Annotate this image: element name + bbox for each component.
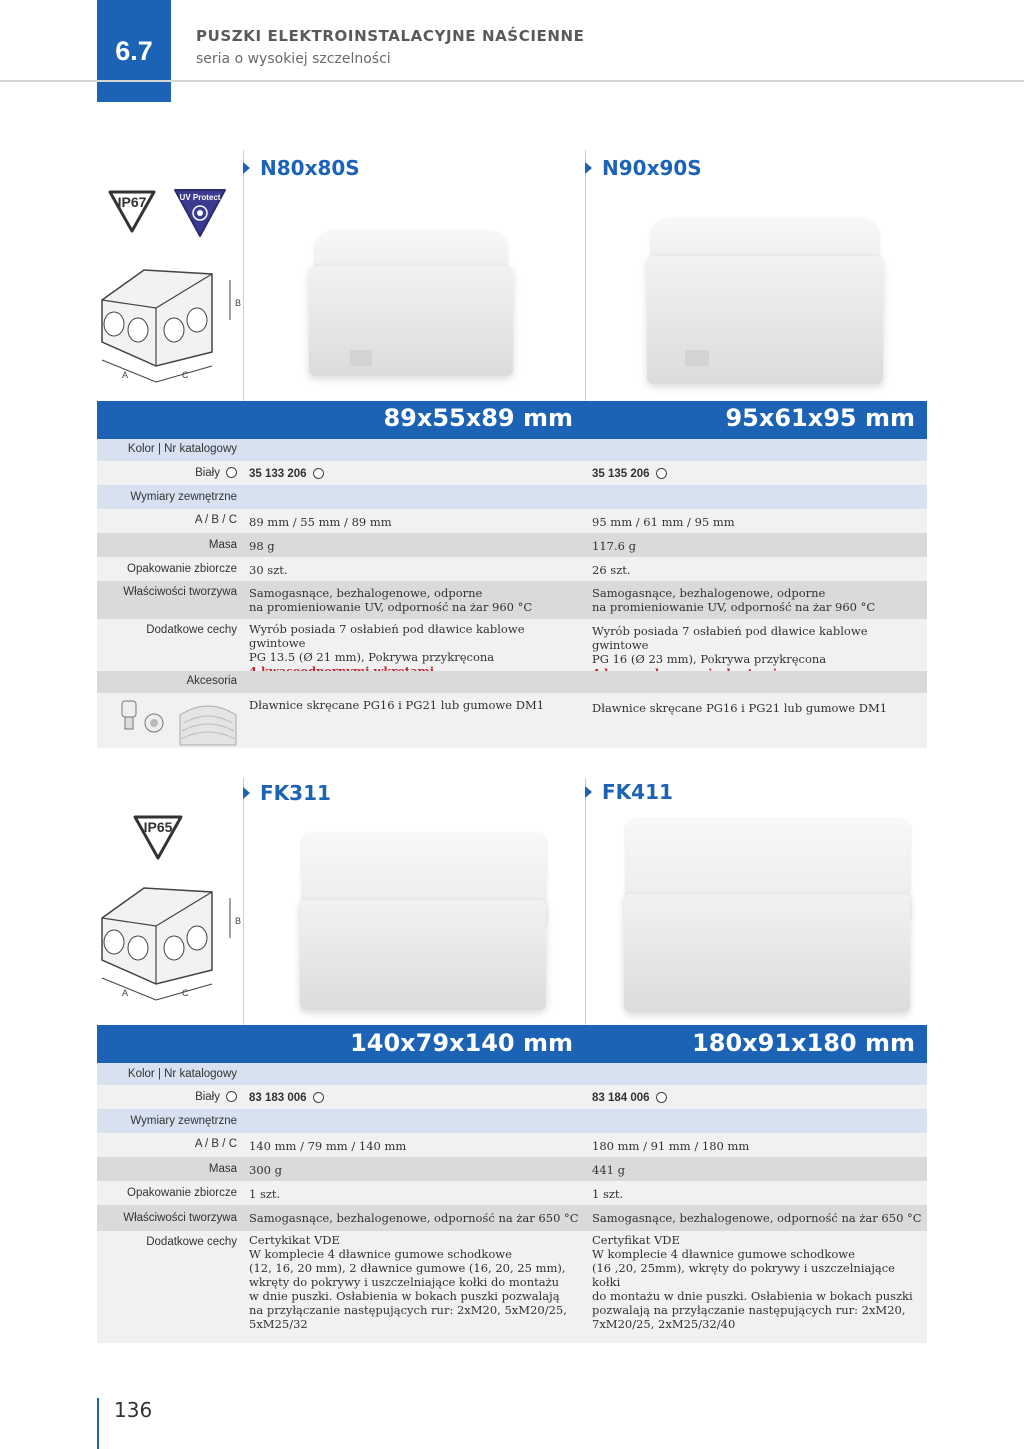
page-subtitle: seria o wysokiej szczelności bbox=[196, 51, 391, 67]
svg-text:C: C bbox=[182, 988, 189, 998]
dimensions-fk411: 180x91x180 mm bbox=[692, 1029, 915, 1057]
table-row: A / B / C 140 mm / 79 mm / 140 mm 180 mm / 91 mm / 180 mm bbox=[97, 1133, 927, 1157]
box-dimension-diagram bbox=[94, 880, 244, 1005]
table-row: Biały 35 133 206 35 135 206 bbox=[97, 461, 927, 485]
svg-text:A: A bbox=[122, 370, 129, 380]
section-number-tab: 6.7 bbox=[97, 0, 171, 102]
table-row: Właściwości tworzywa Samogasnące, bezhalogenowe, odporne na promieniowanie UV, odporność na żar 960 °C Samogasnące, bezhalogenowe, odporne na promieniowanie UV, odporność na żar 960 °C bbox=[97, 581, 927, 619]
header-divider bbox=[0, 80, 1024, 82]
triangle-arrow-icon bbox=[585, 162, 592, 174]
table-row: Opakowanie zbiorcze 30 szt. 26 szt. bbox=[97, 557, 927, 581]
white-color-swatch-icon bbox=[656, 468, 667, 479]
table-row: Dławnice skręcane PG16 i PG21 lub gumowe DM1 Dławnice skręcane PG16 i PG21 lub gumowe DM1 bbox=[97, 693, 927, 748]
svg-text:C: C bbox=[182, 370, 189, 380]
triangle-arrow-icon bbox=[585, 786, 592, 798]
uv-protect-icon bbox=[172, 186, 228, 238]
svg-text:IP65: IP65 bbox=[143, 819, 173, 835]
table-row: Właściwości tworzywa Samogasnące, bezhalogenowe, odporność na żar 650 °C Samogasnące, bezhalogenowe, odporność na żar 650 °C bbox=[97, 1205, 927, 1231]
white-color-swatch-icon bbox=[226, 1091, 237, 1102]
page-title: PUSZKI ELEKTROINSTALACYJNE NAŚCIENNE bbox=[196, 27, 585, 45]
svg-text:B: B bbox=[235, 298, 242, 308]
table-row: Akcesoria bbox=[97, 671, 927, 693]
table-row: Masa 98 g 117.6 g bbox=[97, 533, 927, 557]
dimensions-fk311: 140x79x140 mm bbox=[350, 1029, 573, 1057]
product-title-fk411: FK411 bbox=[585, 780, 673, 804]
ip65-icon bbox=[131, 812, 185, 862]
table-row: Dodatkowe cechy Certykikat VDE W komplecie 4 dławnice gumowe schodkowe (12, 16, 20 mm), 2 dławnice gumowe (16, 20, 25 mm), wkręty do pokrywy i uszczelniające kołki do montażu w dnie puszki. Osłabienia w bokach puszki pozwalają na przyłączanie następujących rur: 2xM20, 5xM20/25, 5xM25/32 Certyfikat VDE W komplecie 4 dławnice gumowe schodkowe (16 ,20, 25mm), wkręty do pokrywy i uszczelniające kołki do montażu w dnie puszki. Osłabienia w bokach puszki pozwalają na przyłączanie następujących rur: 2xM20, 7xM20/25, 2xM25/32/40 bbox=[97, 1231, 927, 1343]
product-photo-n90 bbox=[645, 212, 885, 387]
white-color-swatch-icon bbox=[226, 467, 237, 478]
white-color-swatch-icon bbox=[313, 1092, 324, 1103]
table-row: Dodatkowe cechy Wyrób posiada 7 osłabień pod dławice kablowe gwintowe PG 13.5 (Ø 21 mm), Pokrywa przykręcona Wyrób posiada 7 osłabień pod dławice kablowe gwintowe PG 16 (Ø 23 mm), Pokrywa przykręcona bbox=[97, 619, 927, 671]
table-row: Masa 300 g 441 g bbox=[97, 1157, 927, 1181]
product-title-n90: N90x90S bbox=[585, 156, 702, 180]
table-row: Biały 83 183 006 83 184 006 bbox=[97, 1085, 927, 1109]
page-number: 136 bbox=[114, 1398, 153, 1422]
table-row: Opakowanie zbiorcze 1 szt. 1 szt. bbox=[97, 1181, 927, 1205]
product-title-fk311: FK311 bbox=[243, 781, 331, 805]
svg-text:IP67: IP67 bbox=[117, 194, 147, 210]
triangle-arrow-icon bbox=[243, 787, 250, 799]
svg-text:A: A bbox=[122, 988, 129, 998]
table-row: Wymiary zewnętrzne bbox=[97, 485, 927, 509]
box-dimension-diagram bbox=[94, 262, 244, 387]
page-number-bar bbox=[97, 1398, 99, 1449]
table-row: Kolor | Nr katalogowy bbox=[97, 1063, 927, 1085]
product-title-n80: N80x80S bbox=[243, 156, 360, 180]
product-photo-fk311 bbox=[298, 830, 548, 1012]
dimensions-n80: 89x55x89 mm bbox=[383, 404, 573, 432]
product-photo-fk411 bbox=[622, 816, 912, 1014]
table-row: Kolor | Nr katalogowy bbox=[97, 439, 927, 461]
table-row: Wymiary zewnętrzne bbox=[97, 1109, 927, 1133]
product-photo-n80 bbox=[305, 226, 517, 386]
ip67-icon bbox=[106, 187, 158, 235]
table-row: A / B / C 89 mm / 55 mm / 89 mm 95 mm / 61 mm / 95 mm bbox=[97, 509, 927, 533]
cable-gland-accessories-icon bbox=[108, 695, 243, 747]
white-color-swatch-icon bbox=[313, 468, 324, 479]
svg-text:UV Protect: UV Protect bbox=[179, 193, 221, 202]
white-color-swatch-icon bbox=[656, 1092, 667, 1103]
dimensions-n90: 95x61x95 mm bbox=[725, 404, 915, 432]
triangle-arrow-icon bbox=[243, 162, 250, 174]
svg-text:B: B bbox=[235, 916, 242, 926]
